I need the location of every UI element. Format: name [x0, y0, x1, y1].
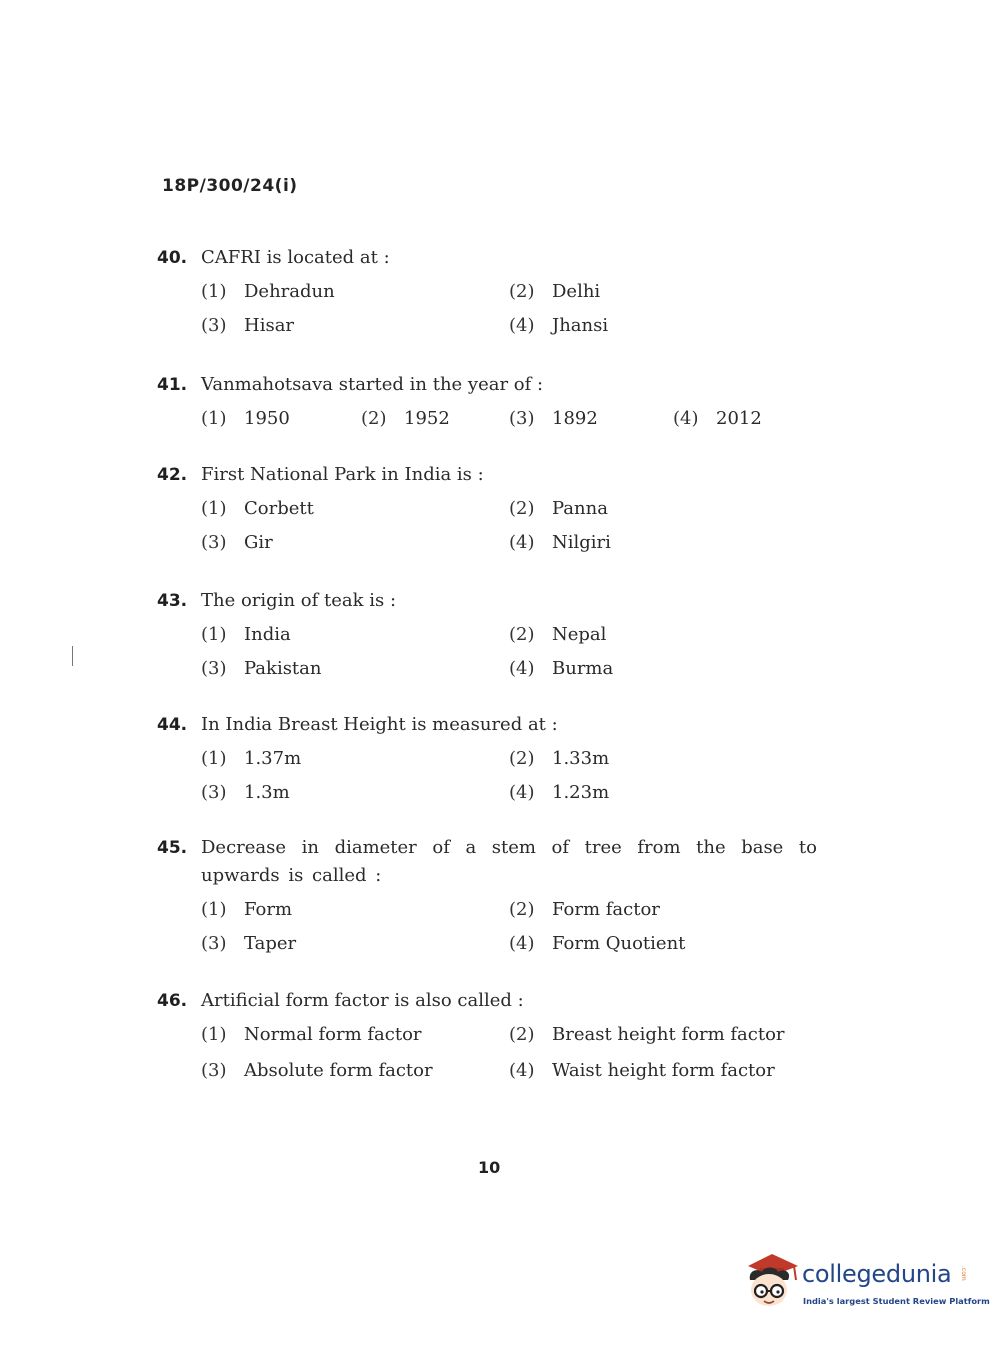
- option-text: Form factor: [552, 899, 660, 920]
- question-text: Artificial form factor is also called :: [201, 990, 524, 1011]
- option-number: (4): [509, 315, 535, 336]
- option-text: Corbett: [244, 498, 314, 519]
- option-text: Hisar: [244, 315, 295, 336]
- page-number: 10: [478, 1158, 501, 1177]
- option-2: [509, 278, 817, 306]
- option-number: (3): [201, 315, 227, 336]
- option-number: (4): [509, 532, 535, 553]
- option-number: (1): [201, 899, 227, 920]
- option-number: (3): [201, 658, 227, 679]
- question-40: [157, 244, 817, 340]
- option-number: (4): [673, 408, 699, 429]
- question-46: [157, 987, 817, 1085]
- option-4: [509, 529, 817, 557]
- option-1: [201, 896, 509, 924]
- option-text: Dehradun: [244, 281, 335, 302]
- question-number: 43.: [157, 591, 188, 611]
- option-number: (3): [201, 1060, 227, 1081]
- question-text: In India Breast Height is measured at :: [201, 714, 558, 735]
- option-number: (2): [509, 1024, 535, 1045]
- question-text: CAFRI is located at :: [201, 247, 390, 268]
- option-text: 2012: [716, 408, 762, 429]
- option-4: [509, 930, 817, 958]
- option-3: [201, 1057, 509, 1085]
- option-number: (1): [201, 498, 227, 519]
- option-text: Pakistan: [244, 658, 322, 679]
- mascot-with-graduation-cap-icon: [742, 1250, 802, 1314]
- paper-code: 18P/300/24(i): [162, 176, 298, 196]
- option-1: [201, 745, 509, 773]
- option-number: (1): [201, 281, 227, 302]
- option-3: [509, 405, 673, 433]
- option-2: [509, 896, 817, 924]
- option-number: (3): [201, 933, 227, 954]
- option-text: Form: [244, 899, 293, 920]
- question-43: [157, 587, 817, 683]
- question-42: [157, 461, 817, 557]
- collegedunia-watermark: [742, 1250, 990, 1316]
- option-text: Burma: [552, 658, 614, 679]
- option-number: (1): [201, 748, 227, 769]
- option-4: [509, 1057, 817, 1085]
- option-4: [509, 779, 817, 807]
- option-number: (2): [509, 899, 535, 920]
- option-text: Normal form factor: [244, 1024, 422, 1045]
- option-number: (4): [509, 1060, 535, 1081]
- option-number: (3): [201, 782, 227, 803]
- brand-domain-suffix: .com: [960, 1266, 967, 1281]
- option-text: 1.37m: [244, 748, 302, 769]
- option-3: [201, 529, 509, 557]
- option-text: 1.3m: [244, 782, 290, 803]
- option-text: Form Quotient: [552, 933, 686, 954]
- question-number: 45.: [157, 838, 188, 858]
- option-number: (1): [201, 1024, 227, 1045]
- option-1: [201, 278, 509, 306]
- option-2: [509, 1021, 817, 1049]
- option-number: (2): [509, 748, 535, 769]
- option-number: (2): [509, 498, 535, 519]
- option-text: Panna: [552, 498, 608, 519]
- option-number: (3): [201, 532, 227, 553]
- option-text: India: [244, 624, 291, 645]
- option-3: [201, 779, 509, 807]
- question-45: [157, 834, 817, 958]
- brand-tagline: India's largest Student Review Platform: [803, 1296, 990, 1306]
- option-number: (4): [509, 933, 535, 954]
- option-text: Absolute form factor: [244, 1060, 433, 1081]
- option-text: 1892: [552, 408, 598, 429]
- option-3: [201, 930, 509, 958]
- option-number: (2): [361, 408, 387, 429]
- option-1: [201, 405, 361, 433]
- option-3: [201, 655, 509, 683]
- question-number: 42.: [157, 465, 188, 485]
- question-41: [157, 371, 817, 433]
- option-number: (2): [509, 281, 535, 302]
- question-44: [157, 711, 817, 807]
- question-text: The origin of teak is :: [201, 590, 397, 611]
- option-text: Nepal: [552, 624, 607, 645]
- option-4: [673, 405, 813, 433]
- option-text: Nilgiri: [552, 532, 611, 553]
- option-text: Taper: [244, 933, 297, 954]
- option-2: [509, 621, 817, 649]
- option-number: (2): [509, 624, 535, 645]
- option-text: Delhi: [552, 281, 601, 302]
- question-number: 46.: [157, 991, 188, 1011]
- question-text: First National Park in India is :: [201, 464, 484, 485]
- option-4: [509, 312, 817, 340]
- option-1: [201, 495, 509, 523]
- option-number: (3): [509, 408, 535, 429]
- option-4: [509, 655, 817, 683]
- option-text: Gir: [244, 532, 273, 553]
- option-text: 1952: [404, 408, 450, 429]
- option-2: [509, 495, 817, 523]
- question-text: Decrease in diameter of a stem of tree from the base to upwards is called :: [201, 837, 817, 886]
- question-text: Vanmahotsava started in the year of :: [201, 374, 544, 395]
- question-number: 41.: [157, 375, 188, 395]
- option-1: [201, 1021, 509, 1049]
- option-number: (4): [509, 658, 535, 679]
- option-2: [509, 745, 817, 773]
- option-text: Jhansi: [552, 315, 609, 336]
- question-number: 44.: [157, 715, 188, 735]
- option-text: 1.33m: [552, 748, 610, 769]
- option-2: [361, 405, 509, 433]
- margin-mark: [72, 646, 73, 666]
- brand-name: collegedunia: [802, 1260, 952, 1288]
- option-number: (1): [201, 408, 227, 429]
- question-number: 40.: [157, 248, 188, 268]
- option-number: (4): [509, 782, 535, 803]
- option-text: 1950: [244, 408, 290, 429]
- option-text: Waist height form factor: [552, 1060, 775, 1081]
- option-text: 1.23m: [552, 782, 610, 803]
- option-1: [201, 621, 509, 649]
- option-3: [201, 312, 509, 340]
- option-number: (1): [201, 624, 227, 645]
- option-text: Breast height form factor: [552, 1024, 785, 1045]
